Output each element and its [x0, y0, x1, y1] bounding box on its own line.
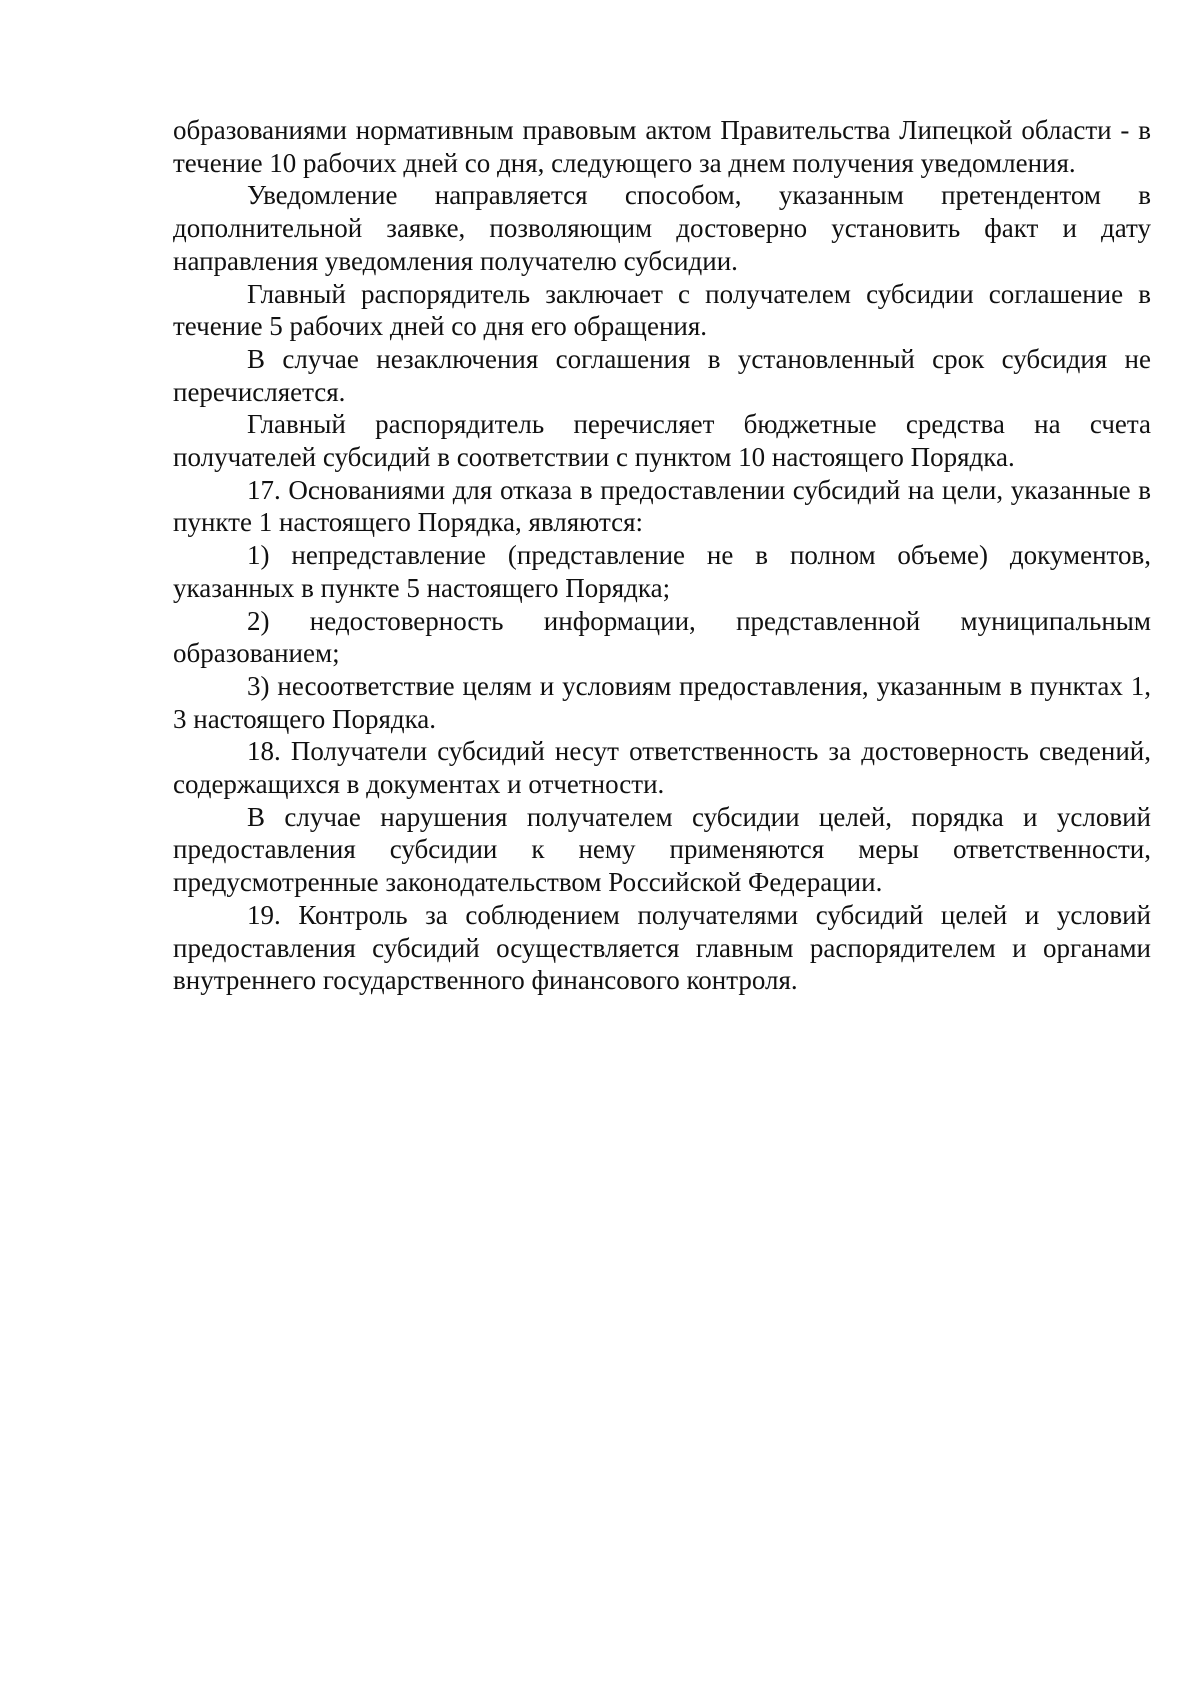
- paragraph-item-17: 17. Основаниями для отказа в предоставлении субсидий на цели, указанные в пункте 1 настоящего Порядка, являются:: [173, 474, 1151, 538]
- paragraph-notification-method: Уведомление направляется способом, указанным претендентом в дополнительной заявке, позволяющим достоверно установить факт и дату направления уведомления получателю субсидии.: [173, 180, 1151, 276]
- paragraph-agreement-conclusion: Главный распорядитель заключает с получателем субсидии соглашение в течение 5 рабочих дней со дня его обращения.: [173, 278, 1151, 342]
- document-body: [173, 114, 1151, 997]
- paragraph-item-17-3: 3) несоответствие целям и условиям предоставления, указанным в пунктах 1, 3 настоящего Порядка.: [173, 670, 1151, 734]
- paragraph-non-conclusion: В случае незаключения соглашения в установленный срок субсидия не перечисляется.: [173, 343, 1151, 407]
- paragraph-violation-liability: В случае нарушения получателем субсидии целей, порядка и условий предоставления субсидии к нему применяются меры ответственности, предусмотренные законодательством Российской Федерации.: [173, 801, 1151, 898]
- paragraph-deadline-continuation: образованиями нормативным правовым актом Правительства Липецкой области - в течение 10 рабочих дней со дня, следующего за днем получения уведомления.: [173, 115, 1151, 178]
- paragraph-item-18: 18. Получатели субсидий несут ответственность за достоверность сведений, содержащихся в документах и отчетности.: [173, 736, 1151, 800]
- paragraph-item-17-1: 1) непредставление (представление не в полном объеме) документов, указанных в пункте 5 настоящего Порядка;: [173, 540, 1151, 603]
- paragraph-item-19: 19. Контроль за соблюдением получателями субсидий целей и условий предоставления субсидий осуществляется главным распорядителем и органами внутреннего государственного финансового контроля.: [173, 899, 1151, 996]
- paragraph-item-17-2: 2) недостоверность информации, представленной муниципальным образованием;: [173, 605, 1151, 669]
- paragraph-funds-transfer: Главный распорядитель перечисляет бюджетные средства на счета получателей субсидий в соответствии с пунктом 10 настоящего Порядка.: [173, 409, 1151, 473]
